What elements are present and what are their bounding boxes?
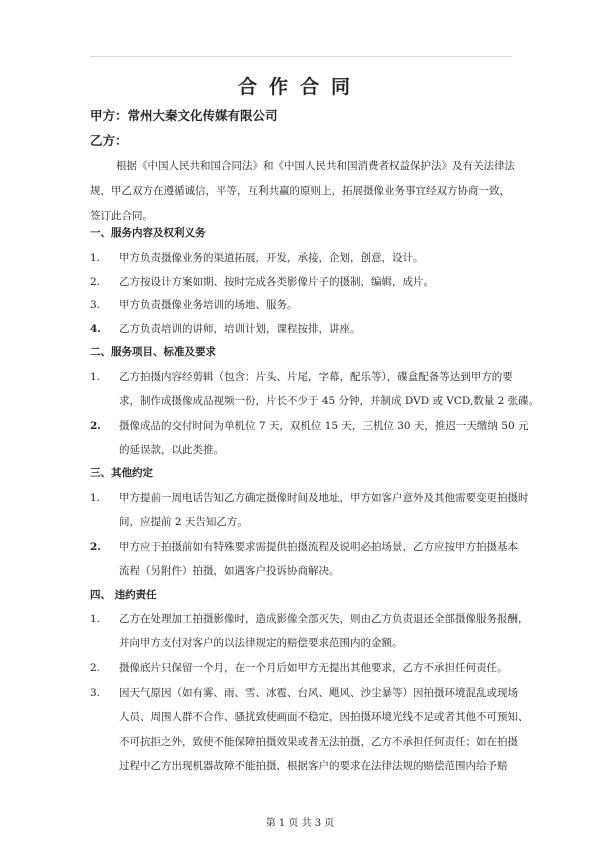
item-line: 的延误款，以此类推。	[119, 444, 224, 456]
item-line: 甲方负责摄像业务培训的场地、服务。	[119, 299, 298, 311]
item-line: 摄像底片只保留一个月，在一个月后如甲方无提出其他要求，乙方不承担任何责任。	[119, 662, 508, 674]
item-line: 乙方在处理加工拍摄影像时，造成影像全部灭失，则由乙方负责退还全部摄像服务报酬，	[119, 613, 529, 625]
item-number: 2.	[90, 541, 101, 553]
item-line: 乙方拍摄内容经剪辑（包含：片头、片尾，字幕，配乐等），碟盒配备等达到甲方的要	[119, 371, 513, 383]
item-line: 乙方负责培训的讲师，培训计划，课程按排，讲座。	[119, 323, 361, 335]
section-heading: 一、服务内容及权利义务	[90, 227, 206, 239]
item-line: 不可抗拒之外，致使不能保障拍摄效果或者无法拍摄，乙方不承担任何责任；如在拍摄	[119, 736, 518, 748]
item-line: 因天气原因（如有雾、雨、雪、冰雹、台风、飓风、沙尘暴等）因拍摄环境混乱或现场	[119, 687, 518, 699]
item-line: 乙方按设计方案如期、按时完成各类影像片子的摄制，编辑，成片。	[119, 276, 434, 288]
item-line: 求，制作成摄像成品视频一份，片长不少于 45 分钟，并制成 DVD 或 VCD,数量 2 张碟。	[119, 395, 540, 407]
party-b: 乙方：	[90, 133, 128, 148]
item-line: 间，应提前 2 天告知乙方。	[119, 516, 248, 528]
item-line: 过程中乙方出现机器故障不能拍摄，根据客户的要求在法律法规的赔偿范围内给予赔	[119, 760, 508, 772]
item-number: 2.	[90, 276, 101, 288]
intro-line-3: 签订此合同。	[90, 210, 153, 222]
intro-line-1: 根据《中国人民共和国合同法》和《中国人民共和国消费者权益保护法》及有关法律法	[116, 160, 515, 172]
item-number: 1.	[90, 252, 101, 264]
page-footer: 第 1 页 共 3 页	[265, 818, 335, 829]
item-line: 甲方应于拍摄前如有特殊要求需提供拍摄流程及说明必拍场景，乙方应按甲方拍摄基本	[119, 541, 518, 553]
item-number: 2.	[90, 662, 101, 674]
item-number: 2.	[90, 420, 101, 432]
item-line: 甲方提前一周电话告知乙方确定摄像时间及地址，甲方如客户意外及其他需要变更拍摄时	[119, 492, 529, 504]
item-line: 并向甲方支付对客户的以法律规定的赔偿要求范围内的金额。	[119, 637, 403, 649]
section-heading: 三、其他约定	[90, 467, 153, 479]
intro-line-2: 规，甲乙双方在遵循诚信，平等，互利共赢的原则上，拓展摄像业务事宜经双方协商一致，	[90, 185, 510, 197]
header-rule	[90, 56, 512, 57]
item-number: 3.	[90, 687, 101, 699]
item-number: 1.	[90, 492, 101, 504]
section-heading: 二、服务项目、标准及要求	[90, 346, 216, 358]
item-line: 甲方负责摄像业务的渠道拓展，开发，承接，企划，创意，设计。	[119, 252, 424, 264]
item-line: 人员、周围人群不合作、骚扰致使画面不稳定，因拍摄环境光线不足或者其他不可预知、	[119, 711, 529, 723]
item-line: 摄像成品的交付时间为单机位 7 天，双机位 15 天，三机位 30 天，推迟一天缴纳 50 元	[119, 420, 529, 432]
section-heading: 四、 违约责任	[90, 589, 157, 601]
item-number: 3.	[90, 299, 101, 311]
item-number: 1.	[90, 371, 101, 383]
item-number: 4.	[90, 323, 101, 335]
party-a: 甲方：常州大秦文化传媒有限公司	[90, 108, 278, 123]
document-title: 合作合同	[237, 76, 362, 98]
item-line: 流程（另附件）拍摄，如遇客户投诉协商解决。	[119, 565, 340, 577]
item-number: 1.	[90, 613, 101, 625]
